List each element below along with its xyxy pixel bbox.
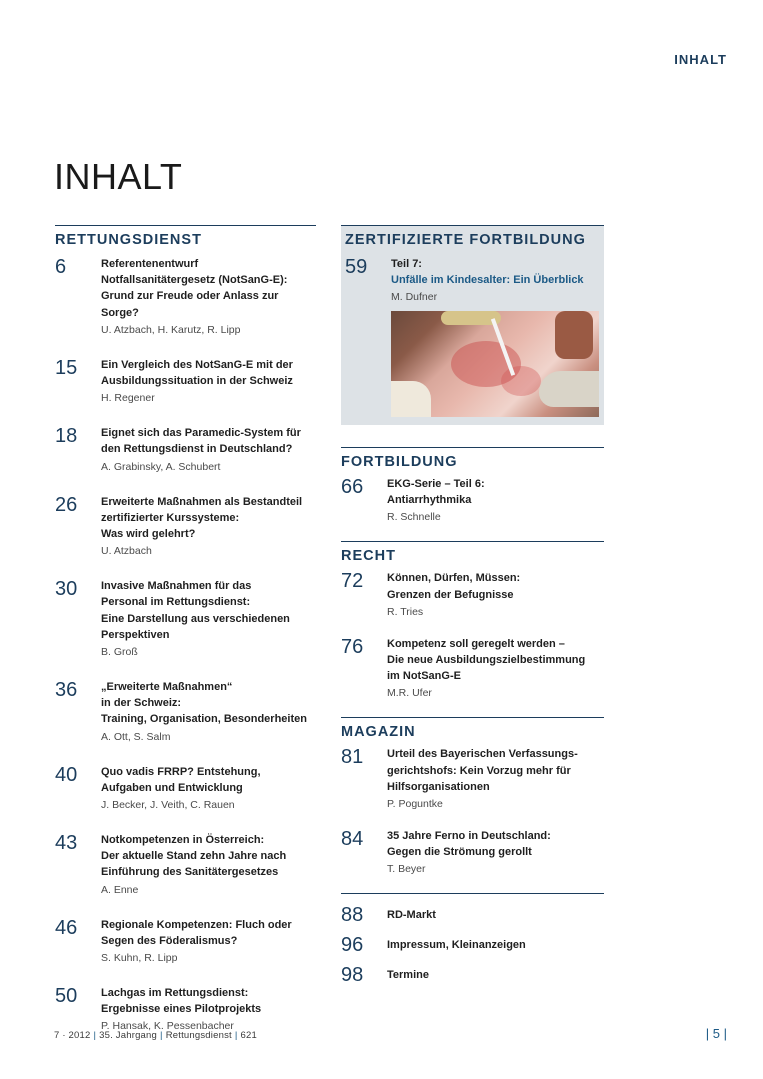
page-number: 43	[55, 832, 78, 855]
section-heading: FORTBILDUNG	[341, 454, 458, 470]
running-head: INHALT	[674, 52, 727, 67]
section-misc	[341, 893, 604, 985]
footer-page-ref: 621	[240, 1030, 257, 1041]
toc-entry[interactable]	[341, 746, 604, 812]
toc-entry[interactable]	[341, 904, 604, 925]
toc-entry[interactable]	[55, 832, 316, 898]
footer-volume: 35. Jahrgang	[99, 1030, 158, 1041]
article-title: Referentenentwurf Notfallsanitätergesetz (NotSanG-E): Grund zur Freude oder Anlass zur Sorge?	[101, 258, 288, 319]
footer-separator: |	[234, 1030, 238, 1041]
page-number: 96	[341, 934, 364, 957]
footer-journal: Rettungsdienst	[165, 1030, 232, 1041]
toc-entry[interactable]	[55, 578, 316, 660]
article-authors: J. Becker, J. Veith, C. Rauen	[101, 799, 235, 812]
article-authors: U. Atzbach, H. Karutz, R. Lipp	[101, 323, 241, 336]
page-number: 81	[341, 746, 364, 769]
page-number: 98	[341, 964, 364, 987]
section-heading: MAGAZIN	[341, 724, 416, 741]
article-title: Ein Vergleich des NotSanG-E mit der Ausbildungssituation in der Schweiz	[101, 358, 293, 388]
page-number: 59	[345, 256, 368, 278]
toc-entry[interactable]	[341, 476, 604, 525]
article-title: „Erweiterte Maßnahmen“ in der Schweiz: Training, Organisation, Besonderheiten	[101, 681, 307, 726]
article-title: 35 Jahre Ferno in Deutschland: Gegen die Strömung gerollt	[387, 830, 551, 859]
article-title: Unfälle im Kindesalter: Ein Überblick	[391, 274, 584, 287]
article-title: RD-Markt	[387, 909, 436, 922]
photo-hand	[555, 311, 593, 359]
article-title: Können, Dürfen, Müssen: Grenzen der Befugnisse	[387, 572, 521, 601]
article-title: Urteil des Bayerischen Verfassungs- gerichtshofs: Kein Vorzug mehr für Hilfsorganisationen	[387, 748, 578, 793]
toc-entry[interactable]	[345, 256, 604, 305]
article-title: Lachgas im Rettungsdienst: Ergebnisse eines Pilotprojekts	[101, 987, 262, 1016]
article-authors: B. Groß	[101, 646, 138, 659]
footer-page-number: | 5 |	[705, 1026, 727, 1041]
article-part: Teil 7:	[391, 258, 422, 270]
page-title: INHALT	[54, 156, 183, 197]
photo-sheet	[391, 381, 431, 417]
toc-entry[interactable]	[55, 425, 316, 474]
footer-separator: |	[93, 1030, 97, 1041]
photo-hair	[539, 371, 599, 407]
toc-entry[interactable]	[341, 934, 604, 955]
section-magazin	[341, 717, 604, 877]
section-rettungsdienst	[55, 225, 316, 1053]
article-authors: S. Kuhn, R. Lipp	[101, 952, 178, 965]
page-number: 66	[341, 476, 364, 498]
footer-issue: 7 · 2012	[54, 1030, 91, 1041]
article-authors: R. Schnelle	[387, 511, 441, 524]
page-number: 72	[341, 570, 364, 593]
toc-entry[interactable]	[55, 764, 316, 813]
toc-entry[interactable]	[55, 679, 316, 745]
toc-entry[interactable]	[341, 636, 604, 702]
page-number: 84	[341, 828, 364, 851]
page-number: 76	[341, 635, 364, 658]
page-number: 88	[341, 904, 364, 927]
page-number: 36	[55, 679, 78, 702]
article-photo	[391, 311, 599, 417]
page-number-value: 5	[712, 1026, 720, 1041]
article-authors: U. Atzbach	[101, 545, 152, 558]
article-title: Eignet sich das Paramedic-System für den Rettungsdienst in Deutschland?	[101, 427, 301, 456]
article-title: Invasive Maßnahmen für das Personal im Rettungsdienst: Eine Darstellung aus verschiedenen Perspektiven	[101, 580, 290, 641]
article-title: Kompetenz soll geregelt werden – Die neue Ausbildungszielbestimmung im NotSanG-E	[387, 637, 586, 683]
page-number: 50	[55, 985, 78, 1008]
section-heading: ZERTIFIZIERTE FORTBILDUNG	[345, 232, 586, 248]
article-authors: M.R. Ufer	[387, 687, 432, 700]
article-title: Impressum, Kleinanzeigen	[387, 939, 526, 952]
toc-entry[interactable]	[341, 828, 604, 877]
toc-entry[interactable]	[55, 357, 316, 406]
toc-entry[interactable]	[55, 494, 316, 560]
section-recht	[341, 541, 604, 701]
article-authors: H. Regener	[101, 392, 155, 405]
toc-entry[interactable]	[55, 917, 316, 966]
page-number: 46	[55, 916, 78, 939]
article-title: Erweiterte Maßnahmen als Bestandteil zertifizierter Kurssysteme: Was wird gelehrt?	[101, 495, 303, 541]
article-authors: A. Grabinsky, A. Schubert	[101, 460, 221, 473]
article-authors: M. Dufner	[391, 291, 438, 304]
section-fortbildung	[341, 447, 604, 525]
article-authors: T. Beyer	[387, 863, 426, 876]
section-zertifizierte-fortbildung	[341, 225, 604, 425]
page-number: 15	[55, 356, 78, 379]
page-number: 26	[55, 493, 78, 516]
article-authors: A. Ott, S. Salm	[101, 730, 171, 743]
photo-injury	[501, 366, 541, 396]
article-title: Regionale Kompetenzen: Fluch oder Segen des Föderalismus?	[101, 918, 292, 947]
section-heading: RETTUNGSDIENST	[55, 232, 202, 248]
article-authors: P. Hansak, K. Pessenbacher	[101, 1020, 234, 1033]
toc-entry[interactable]	[55, 985, 316, 1034]
footer-imprint	[54, 1030, 257, 1041]
toc-entry[interactable]	[341, 964, 604, 985]
article-authors: P. Poguntke	[387, 798, 443, 811]
article-title: Notkompetenzen in Österreich: Der aktuelle Stand zehn Jahre nach Einführung des Sanitätergesetzes	[101, 834, 287, 879]
page-number: 40	[55, 763, 78, 786]
page-number: 6	[55, 256, 67, 278]
article-title: Termine	[387, 969, 429, 982]
footer-separator: |	[160, 1030, 163, 1041]
toc-entry[interactable]	[55, 256, 316, 338]
page-number: 18	[55, 425, 78, 448]
toc-entry[interactable]	[341, 570, 604, 619]
article-title: EKG-Serie – Teil 6: Antiarrhythmika	[387, 478, 485, 507]
article-authors: A. Enne	[101, 883, 139, 896]
right-column	[341, 225, 604, 994]
section-heading: RECHT	[341, 548, 396, 565]
article-authors: R. Tries	[387, 605, 424, 618]
section-divider	[341, 893, 604, 894]
page-number: 30	[55, 578, 78, 601]
article-title: Quo vadis FRRP? Entstehung, Aufgaben und Entwicklung	[101, 765, 261, 794]
